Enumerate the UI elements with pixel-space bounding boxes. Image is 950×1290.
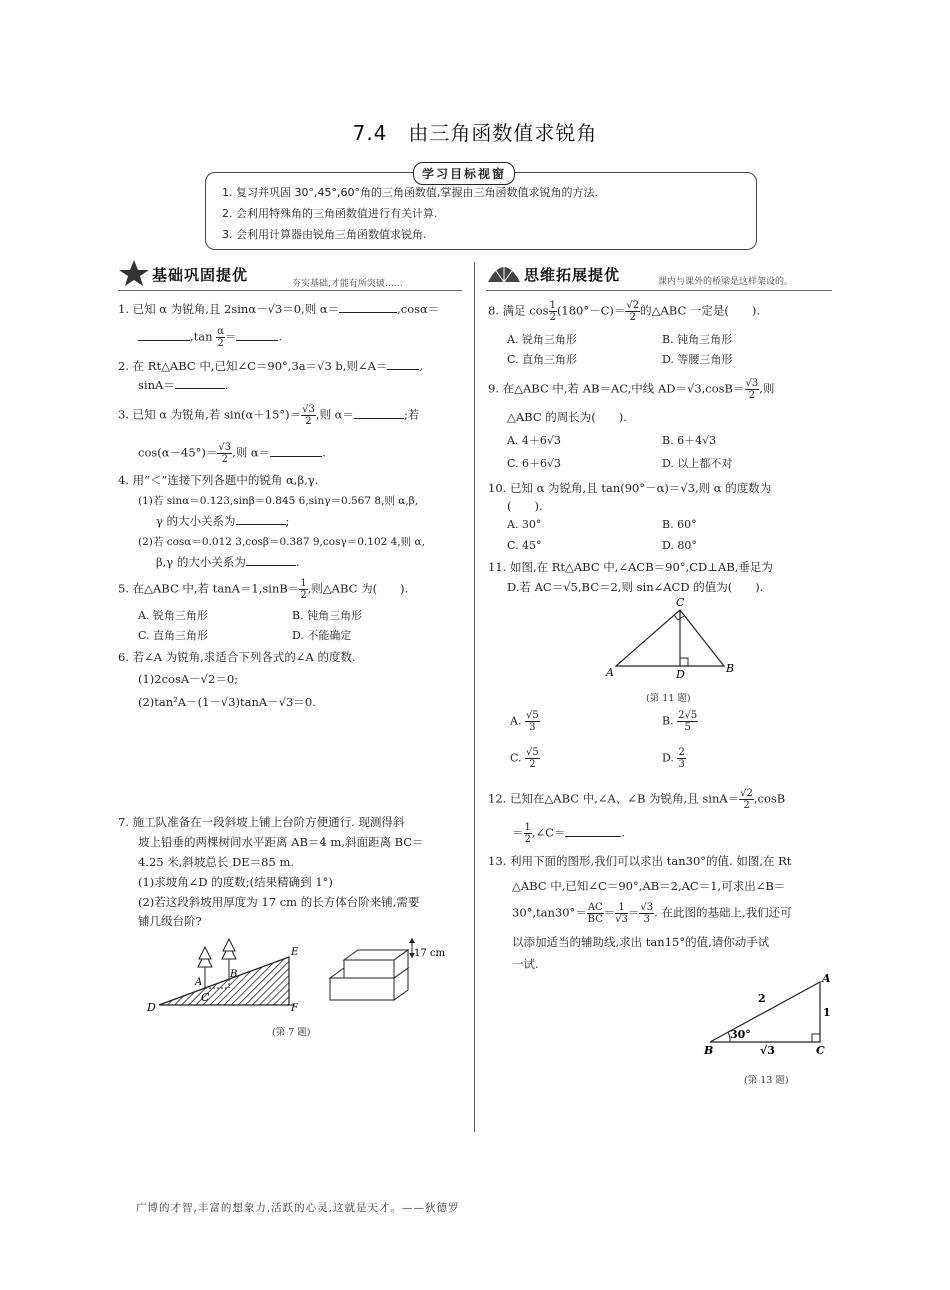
question-13-line: 以添加适当的辅助线,求出 tan15°的值,请你动手试: [512, 935, 770, 949]
question-3-cont: [138, 442, 326, 465]
answer-blank[interactable]: [175, 376, 225, 389]
q3-text: cos(α－45°)＝: [138, 445, 218, 460]
q3-text: 3. 已知 α 为锐角,若 sin(α＋15°)＝: [118, 407, 302, 422]
side-label-2: 2: [758, 992, 766, 1005]
question-8: [488, 300, 833, 323]
fraction-den: 2: [529, 759, 536, 770]
q1-text: ,tan: [190, 329, 213, 344]
label-C: C: [816, 1044, 825, 1057]
fraction: [217, 442, 232, 465]
fraction: [639, 902, 654, 925]
question-1: [118, 300, 468, 318]
fraction-den: 3: [529, 722, 536, 733]
fraction-den: √3: [615, 914, 628, 925]
fraction: [677, 710, 698, 733]
fraction-num: 2: [678, 747, 685, 758]
objective-item: 2. 会利用特殊角的三角函数值进行有关计算.: [222, 207, 438, 220]
q13-text: . 在此图的基础上,我们还可: [654, 905, 792, 920]
option-label: D.: [662, 751, 674, 765]
fraction-num: 1: [549, 300, 556, 311]
fraction-den: 2: [629, 312, 636, 323]
fraction: [739, 788, 754, 811]
q3-text: .: [322, 445, 326, 460]
answer-blank[interactable]: [236, 512, 286, 525]
option[interactable]: C. 6＋6√3: [507, 457, 562, 470]
section-title-basic: 基础巩固提优: [152, 266, 249, 284]
label-D: D: [147, 1001, 156, 1014]
option[interactable]: D. 80°: [662, 539, 697, 552]
q5-text: ,则△ABC 为( ).: [307, 581, 409, 596]
column-divider: [474, 262, 475, 1132]
fraction-num: 2√5: [678, 710, 698, 721]
fraction: [525, 747, 540, 770]
steps-figure: [322, 930, 462, 1010]
q2-text: 2. 在 Rt△ABC 中,已知∠C＝90°,3a＝√3 b,则∠A＝: [118, 359, 388, 373]
answer-blank[interactable]: [246, 553, 296, 566]
q4-text: β,γ 的大小关系为: [156, 555, 246, 569]
fraction: [301, 404, 316, 427]
q12-text: ,∠C＝: [531, 825, 566, 840]
q4-text: ;: [285, 514, 290, 528]
q2-text: ,: [419, 359, 424, 373]
option[interactable]: B. 6＋4√3: [662, 434, 717, 447]
q4-text: .: [295, 555, 300, 569]
figure-caption: (第 7 题): [272, 1027, 311, 1038]
question-2: [118, 357, 468, 375]
answer-blank[interactable]: [236, 328, 278, 341]
fraction: [615, 902, 628, 925]
fraction-den: 3: [643, 914, 650, 925]
fraction-num: 1: [615, 902, 628, 914]
answer-blank[interactable]: [270, 444, 322, 457]
label-B: B: [704, 1044, 714, 1057]
fraction: [625, 300, 640, 323]
q8-text: 8. 满足 cos: [488, 303, 549, 318]
label-B: B: [230, 969, 238, 980]
q12-text: .: [621, 825, 626, 840]
fraction-num: √2: [626, 300, 640, 311]
question-13-line: 13. 利用下面的图形,我们可以求出 tan30°的值. 如图,在 Rt: [488, 854, 792, 868]
option[interactable]: A. 4＋6√3: [507, 434, 561, 447]
section-rule: [118, 290, 462, 291]
option-label: B.: [662, 714, 674, 728]
question-9-cont: △ABC 的周长为( ).: [507, 410, 627, 424]
shell-icon: [486, 258, 522, 288]
q13-text: ＝: [627, 905, 640, 920]
q12-text: ,cosB: [753, 791, 786, 806]
footer-quote: 广博的才智,丰富的想象力,活跃的心灵,这就是天才。——狄德罗: [136, 1202, 460, 1214]
q1-text: ＝: [224, 329, 237, 344]
label-E: E: [291, 947, 299, 958]
option[interactable]: D. 等腰三角形: [662, 353, 733, 366]
section-note-basic: 夯实基础,才能有所突破……: [292, 279, 403, 289]
question-7-line: 4.25 米,斜坡总长 DE＝85 m.: [138, 855, 295, 869]
triangle-figure-11: [600, 596, 750, 682]
q1-text: 1. 已知 α 为锐角,且 2sinα－√3＝0,则 α＝: [118, 302, 340, 316]
angle-label: 30°: [730, 1028, 751, 1041]
thickness-label: 17 cm: [414, 948, 445, 959]
side-label-1: 1: [823, 1006, 831, 1019]
fraction: [587, 902, 604, 925]
option[interactable]: D. 不能确定: [292, 629, 352, 642]
question-6-part2: (2)tan²A－(1－√3)tanA－√3＝0.: [138, 695, 316, 709]
question-5: [118, 578, 468, 601]
fraction-num: 1: [300, 578, 307, 589]
q9-text: ,则: [759, 381, 775, 396]
question-4-part2: (2)若 cosα＝0.012 3,cosβ＝0.387 9,cosγ＝0.102 4,则 α,: [138, 536, 425, 548]
question-1-cont: [138, 326, 282, 349]
question-6-part1: (1)2cosA－√2＝0;: [138, 672, 239, 686]
objective-item: 3. 会利用计算器由锐角三角函数值求锐角.: [222, 228, 427, 241]
question-13-line: [512, 902, 792, 925]
q5-text: 5. 在△ABC 中,若 tanA＝1,sinB＝: [118, 581, 300, 596]
answer-blank[interactable]: [339, 300, 397, 313]
fraction-num: √2: [740, 788, 753, 799]
q3-text: ,则 α＝: [232, 445, 271, 460]
option-label: A.: [510, 714, 522, 728]
question-7-line: 铺几级台阶?: [138, 914, 202, 928]
answer-blank[interactable]: [387, 357, 419, 370]
option[interactable]: C. 直角三角形: [138, 629, 209, 642]
objectives-tag: 学习目标视窗: [413, 162, 515, 185]
q8-text: (180°－C)＝: [556, 303, 626, 318]
q1-text: ,cosα＝: [397, 302, 440, 316]
question-13-line: 一试.: [512, 957, 539, 971]
option[interactable]: A. 锐角三角形: [138, 609, 208, 622]
option[interactable]: D. 以上都不对: [662, 457, 733, 470]
question-2-cont: [138, 376, 228, 394]
option[interactable]: B. 钝角三角形: [662, 333, 733, 346]
fraction-num: √3: [745, 378, 759, 389]
q3-text: ,则 α＝: [315, 407, 354, 422]
answer-blank[interactable]: [565, 824, 621, 837]
triangle-figure-13: [700, 970, 840, 1058]
question-7-line: 7. 施工队准备在一段斜坡上铺上台阶方便通行. 现测得斜: [118, 815, 405, 829]
answer-blank[interactable]: [354, 406, 404, 419]
slope-figure: [145, 935, 315, 1015]
fraction-num: 1: [524, 822, 531, 833]
label-A: A: [195, 977, 203, 988]
fraction-den: 2: [743, 800, 750, 811]
option-B[interactable]: [662, 710, 698, 733]
fraction-den: 2: [524, 834, 531, 845]
label-C: C: [676, 596, 685, 609]
label-C: C: [201, 991, 210, 1004]
question-4-part1-cont: [156, 512, 289, 530]
fraction: [524, 822, 532, 845]
fraction-den: 3: [678, 759, 685, 770]
section-header-basic: [118, 258, 150, 291]
answer-blank[interactable]: [138, 328, 190, 341]
fraction: [677, 747, 685, 770]
option[interactable]: B. 60°: [662, 518, 697, 531]
question-13-line: △ABC 中,已知∠C＝90°,AB＝2,AC＝1,可求出∠B＝: [512, 879, 786, 893]
q13-text: ＝: [603, 905, 616, 920]
fraction: [745, 378, 760, 401]
question-12-cont: [512, 822, 625, 845]
question-7-line: (1)求坡角∠D 的度数;(结果精确到 1°): [138, 875, 333, 889]
fraction-den: 2: [748, 390, 756, 401]
question-7-line: 坡上铅垂的两棵树间水平距离 AB＝4 m,斜面距离 BC＝: [138, 835, 424, 849]
q2-text: sinA＝: [138, 378, 175, 392]
section-note-thinking: 课内与课外的桥梁是这样架设的。: [658, 277, 794, 287]
q3-text: ;若: [403, 407, 420, 422]
option[interactable]: B. 钝角三角形: [292, 609, 363, 622]
fraction-den: 2: [305, 416, 312, 427]
fraction-num: √5: [525, 710, 539, 721]
question-11: 11. 如图,在 Rt△ABC 中,∠ACB＝90°,CD⊥AB,垂足为: [488, 560, 773, 574]
fraction-den: 2: [300, 590, 307, 601]
section-title-thinking: 思维拓展提优: [524, 266, 621, 284]
section-header-thinking: [486, 258, 522, 291]
q12-text: 12. 已知在△ABC 中,∠A、∠B 为锐角,且 sinA＝: [488, 791, 740, 806]
label-D: D: [676, 668, 685, 681]
q4-text: γ 的大小关系为: [156, 514, 236, 528]
q2-text: .: [224, 378, 229, 392]
question-3: [118, 404, 468, 427]
fraction-den: 5: [684, 722, 691, 733]
section-rule: [486, 290, 832, 291]
label-A: A: [606, 666, 614, 679]
fraction-den: 2: [549, 312, 556, 323]
figure-caption: (第 11 题): [646, 693, 691, 704]
fraction-den: BC: [587, 914, 603, 925]
fraction-den: 2: [217, 338, 224, 349]
fraction-den: 2: [221, 454, 228, 465]
q12-text: ＝: [512, 825, 524, 840]
question-10-cont: ( ).: [507, 499, 543, 513]
question-4-part2-cont: [156, 553, 300, 571]
option[interactable]: A. 锐角三角形: [507, 333, 577, 346]
question-6: 6. 若∠A 为锐角,求适合下列各式的∠A 的度数.: [118, 650, 356, 664]
fraction-num: √3: [640, 902, 654, 913]
option[interactable]: A. 30°: [507, 518, 542, 531]
question-7-line: (2)若这段斜坡用厚度为 17 cm 的长方体台阶来铺,需要: [138, 895, 420, 909]
page-title: 7.4 由三角函数值求锐角: [352, 121, 598, 145]
fraction-num: AC: [587, 902, 603, 913]
side-label-root3: √3: [760, 1044, 775, 1057]
fraction-num: √3: [218, 442, 232, 453]
question-12: [488, 788, 833, 811]
label-A: A: [822, 972, 831, 985]
fraction: [299, 578, 307, 601]
option-A[interactable]: [510, 710, 540, 733]
label-F: F: [291, 1003, 298, 1014]
question-9: [488, 378, 833, 401]
fraction: [549, 300, 557, 323]
star-icon: [118, 258, 150, 288]
option-D[interactable]: [662, 747, 686, 770]
q9-text: 9. 在△ABC 中,若 AB＝AC,中线 AD＝√3,cosB＝: [488, 381, 745, 396]
figure-caption: (第 13 题): [744, 1075, 789, 1086]
objective-item: 1. 复习并巩固 30°,45°,60°角的三角函数值,掌握由三角函数值求锐角的方法.: [222, 186, 598, 199]
option-label: C.: [510, 751, 522, 765]
option[interactable]: C. 45°: [507, 539, 542, 552]
q1-text: .: [278, 329, 283, 344]
fraction-num: √3: [302, 404, 315, 415]
question-4: 4. 用“＜”连接下列各题中的锐角 α,β,γ.: [118, 473, 319, 487]
q8-text: 的△ABC 一定是( ).: [640, 303, 761, 318]
option[interactable]: C. 直角三角形: [507, 353, 578, 366]
option-C[interactable]: [510, 747, 540, 770]
fraction: [525, 710, 540, 733]
question-11-cont: D.若 AC＝√5,BC＝2,则 sin∠ACD 的值为( ).: [507, 580, 764, 594]
fraction-num: √5: [526, 747, 539, 758]
fraction-num: α: [217, 326, 224, 337]
question-4-part1: (1)若 sinα＝0.123,sinβ＝0.845 6,sinγ＝0.567 8,则 α,β,: [138, 495, 419, 507]
question-10: 10. 已知 α 为锐角,且 tan(90°－α)＝√3,则 α 的度数为: [488, 481, 772, 495]
q13-text: 30°,tan30°＝: [512, 905, 587, 920]
fraction: [216, 326, 225, 349]
label-B: B: [726, 662, 735, 675]
